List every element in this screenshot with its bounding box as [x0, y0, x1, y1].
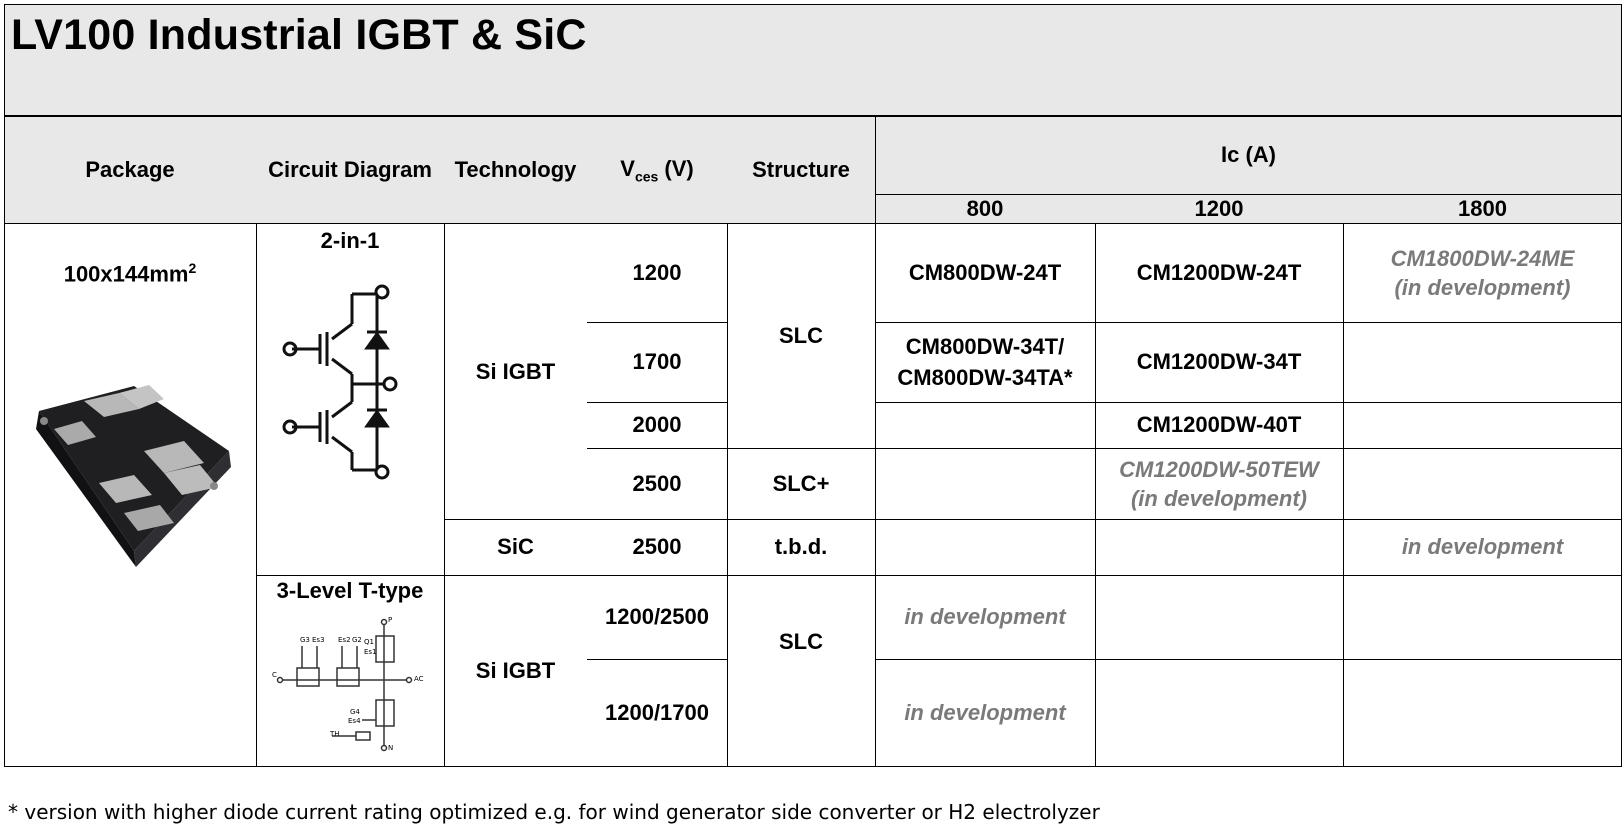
tech-si-igbt-2: Si IGBT	[475, 658, 556, 683]
ttype-label-ac: AC	[414, 675, 424, 683]
ic800-row-2: CM800DW-34T/ CM800DW-34TA*	[897, 334, 1073, 390]
title-bar	[4, 4, 1622, 116]
ic1200-row-4: CM1200DW-50TEW (in development)	[1119, 456, 1319, 511]
header-ic-label: Ic (A)	[1221, 142, 1276, 167]
header-ic-800: 800	[875, 194, 1095, 224]
ttype-label-g3: G3	[300, 636, 310, 644]
header-structure	[727, 116, 875, 224]
package-size: $100x144mm^2$	[63, 260, 197, 287]
vces-row-2: 1700	[632, 349, 682, 374]
header-ic-1800: 1800	[1343, 194, 1622, 224]
structure-slc-plus: SLC+	[772, 470, 830, 496]
ttype-label-q1: Q1	[364, 638, 374, 646]
header-technology	[444, 116, 587, 224]
ic1200-row-2: CM1200DW-34T	[1136, 349, 1302, 374]
header-circuit-diagram	[256, 116, 444, 224]
circuit-label-3level: 3-Level T-type	[276, 578, 424, 603]
vces-row-4: 2500	[632, 470, 682, 496]
header-package	[4, 116, 256, 224]
circuit-label-2in1: 2-in-1	[320, 228, 380, 253]
header-technology-label: Technology	[454, 157, 577, 182]
module-image	[24, 371, 236, 571]
structure-slc-2: SLC	[779, 629, 823, 654]
ic1800-row-1: CM1800DW-24ME (in development)	[1390, 246, 1575, 300]
header-structure-label: Structure	[752, 157, 850, 182]
ttype-label-e1: Es1	[364, 648, 377, 656]
ttype-label-e4: Es4	[348, 717, 361, 725]
header-ic-1200: 1200	[1095, 194, 1343, 224]
vces-row-6: 1200/2500	[605, 604, 709, 629]
ic1200-row-1: CM1200DW-24T	[1136, 260, 1302, 285]
ttype-label-th: TH	[330, 730, 340, 738]
ttype-label-g4: G4	[350, 708, 360, 716]
circuit-diagram-2in1	[282, 284, 412, 480]
header-ic	[875, 116, 1622, 194]
vces-row-5: 2500	[632, 534, 682, 559]
header-vces-label: $V_{ces}$ (V)	[620, 155, 694, 185]
ttype-label-g2: G2	[352, 636, 362, 644]
tech-sic: SiC	[497, 534, 534, 559]
ttype-label-p: P	[388, 616, 393, 624]
ic800-row-1: CM800DW-24T	[908, 260, 1062, 285]
ic1800-row-5: in development	[1401, 534, 1564, 559]
ttype-label-e3: Es3	[312, 636, 325, 644]
header-package-label: Package	[85, 157, 175, 182]
product-table	[4, 116, 1622, 797]
header-vces	[587, 116, 727, 224]
page-title: LV100 Industrial IGBT & SiC	[11, 11, 587, 59]
circuit-diagram-3level	[272, 616, 437, 756]
tech-si-igbt-1: Si IGBT	[475, 358, 556, 384]
footnote: * version with higher diode current rating optimized e.g. for wind generator side converter or H2 electrolyzer	[8, 800, 1100, 824]
header-circuit-diagram-label: Circuit Diagram	[268, 157, 432, 182]
ttype-label-e2: Es2	[338, 636, 351, 644]
structure-slc-1: SLC	[779, 323, 823, 348]
structure-tbd: t.b.d.	[774, 534, 828, 559]
ic800-row-7: in development	[904, 700, 1066, 725]
ttype-label-c: C	[272, 671, 277, 679]
ic1200-row-3: CM1200DW-40T	[1136, 412, 1302, 437]
vces-row-3: 2000	[632, 412, 682, 437]
ttype-label-n: N	[388, 744, 394, 752]
vces-row-7: 1200/1700	[605, 700, 709, 725]
ic800-row-6: in development	[904, 604, 1066, 629]
vces-row-1: 1200	[632, 260, 682, 285]
